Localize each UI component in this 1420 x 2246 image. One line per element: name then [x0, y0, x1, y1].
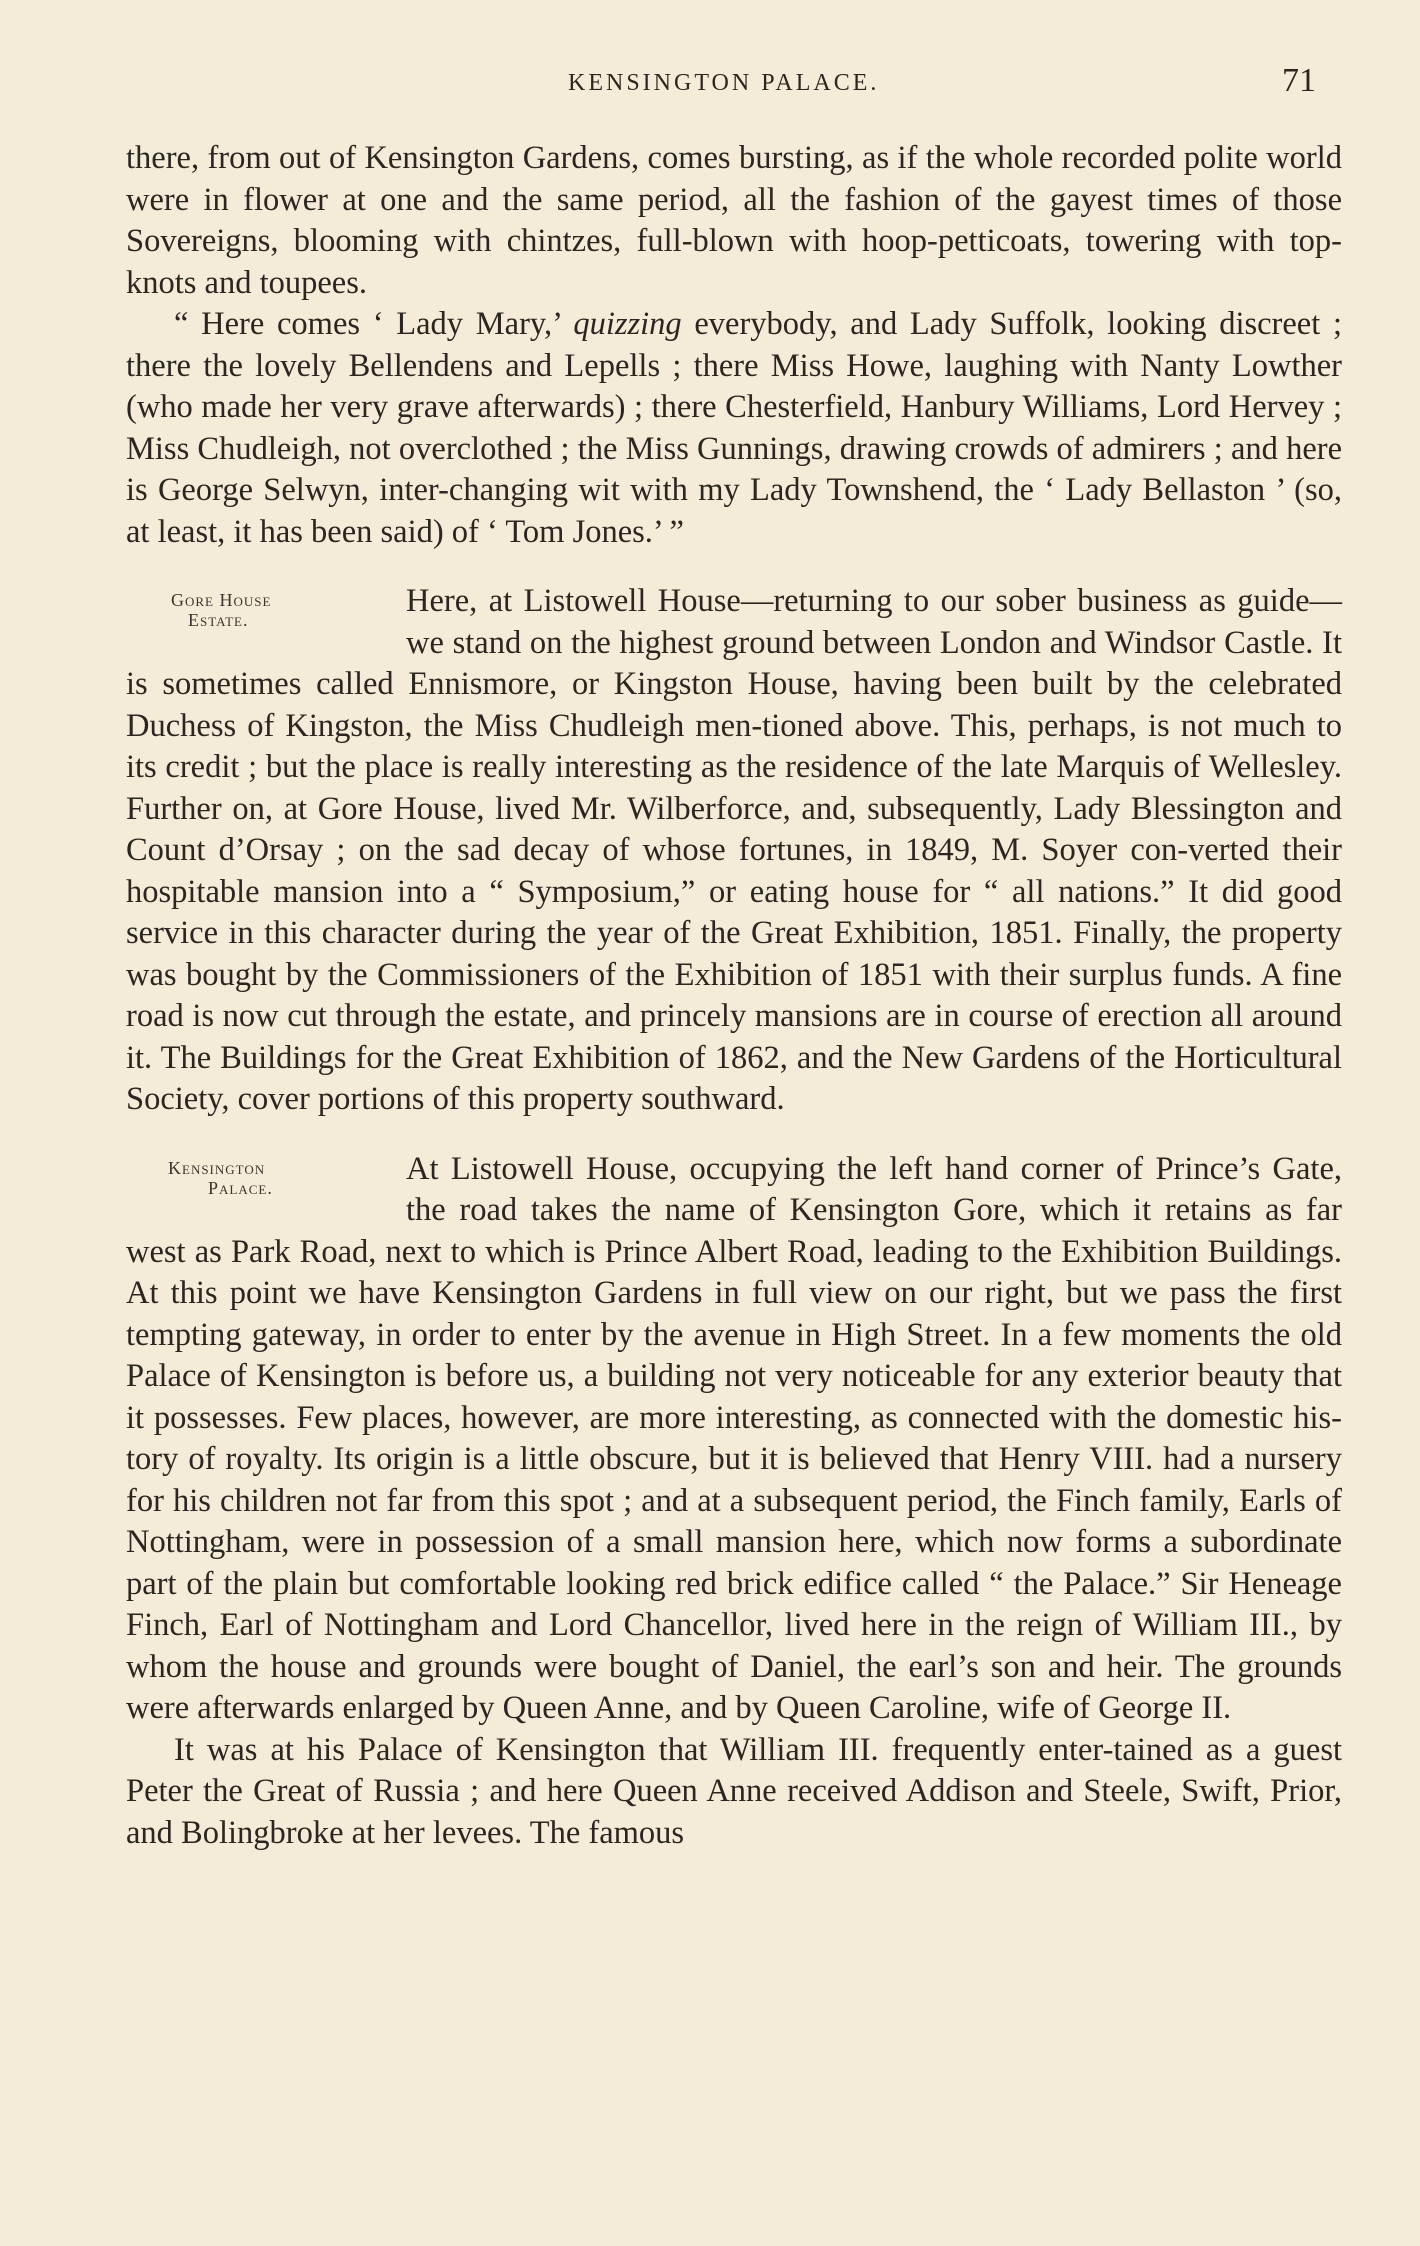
section-kensington-palace [126, 1149, 1342, 1730]
page-header [0, 62, 1420, 106]
margin-note-line: Kensington [168, 1157, 266, 1178]
margin-note-line: Gore House [171, 590, 272, 610]
margin-note-gore-house [126, 581, 406, 664]
running-title: KENSINGTON PALACE. [568, 70, 880, 96]
quote-paragraph [126, 304, 1342, 553]
margin-note-line: Estate. [188, 610, 249, 630]
margin-note-kensington-palace [126, 1149, 406, 1232]
quote-open: “ Here comes ‘ Lady Mary,’ [174, 306, 574, 342]
body-text [126, 138, 1342, 1854]
quote-rest: everybody, and Lady Suffolk, looking discreet ; there the lovely Bellendens and Lepells ; there Miss Howe, laughing with Nanty Lowther (who made her very grave afterwards) ; there Chesterfield, Hanbury Williams, Lord Hervey ; Miss Chudleigh, not overclothed ; the Miss Gunnings, drawing crowds of admirers ; and here is George Selwyn, inter-changing wit with my Lady Townshend, the ‘ Lady Bellaston ’ (so, at least, it has been said) of ‘ Tom Jones.’ ” [126, 306, 1342, 550]
closing-paragraph: It was at his Palace of Kensington that William III. frequently enter-tained as a guest Peter the Great of Russia ; and here Queen Anne received Addison and Steele, Swift, Prior, and Bolingbroke at her levees. The famous [126, 1731, 1342, 1851]
section-gore-house [126, 581, 1342, 1121]
section-text: Here, at Listowell House—returning to our sober business as guide—we stand on the highest ground between London and Windsor Castle. It is sometimes called Ennismore, or Kingston House, having been built by the celebrated Duchess of Kingston, the Miss Chudleigh men-tioned above. This, perhaps, is not much to its credit ; but the place is really interesting as the residence of the late Marquis of Wellesley. Further on, at Gore House, lived Mr. Wilberforce, and, subsequently, Lady Blessington and Count d’Orsay ; on the sad decay of whose fortunes, in 1849, M. Soyer con-verted their hospitable mansion into a “ Symposium,” or eating house for “ all nations.” It did good service in this character during the year of the Great Exhibition, 1851. Finally, the property was bought by the Commissioners of the Exhibition of 1851 with their surplus funds. A fine road is now cut through the estate, and princely mansions are in course of erection all around it. The Buildings for the Great Exhibition of 1862, and the New Gardens of the Horticultural Society, cover portions of this property southward. [126, 583, 1342, 1117]
margin-note-line: Palace. [208, 1177, 273, 1198]
page-number: 71 [1282, 62, 1316, 99]
section-text: At Listowell House, occupying the left hand corner of Prince’s Gate, the road takes the name of Kensington Gore, which it retains as far west as Park Road, next to which is Prince Albert Road, leading to the Exhibition Buildings. At this point we have Kensington Gardens in full view on our right, but we pass the first tempting gateway, in order to enter by the avenue in High Street. In a few moments the old Palace of Kensington is before us, a building not very noticeable for any exterior beauty that it possesses. Few places, however, are more interesting, as connected with the domestic his-tory of royalty. Its origin is a little obscure, but it is believed that Henry VIII. had a nursery for his children not far from this spot ; and at a subsequent period, the Finch family, Earls of Nottingham, were in possession of a small mansion here, which now forms a subordinate part of the plain but comfortable looking red brick edifice called “ the Palace.” Sir Heneage Finch, Earl of Nottingham and Lord Chancellor, lived here in the reign of William III., by whom the house and grounds were bought of Daniel, the earl’s son and heir. The grounds were afterwards enlarged by Queen Anne, and by Queen Caroline, wife of George II. [126, 1150, 1342, 1726]
paragraph: there, from out of Kensington Gardens, comes bursting, as if the whole recorded polite world were in flower at one and the same period, all the fashion of the gayest times of those Sovereigns, blooming with chintzes, full-blown with hoop-petticoats, towering with top-knots and toupees. [126, 140, 1342, 301]
quizzing-word: quizzing [573, 306, 682, 342]
